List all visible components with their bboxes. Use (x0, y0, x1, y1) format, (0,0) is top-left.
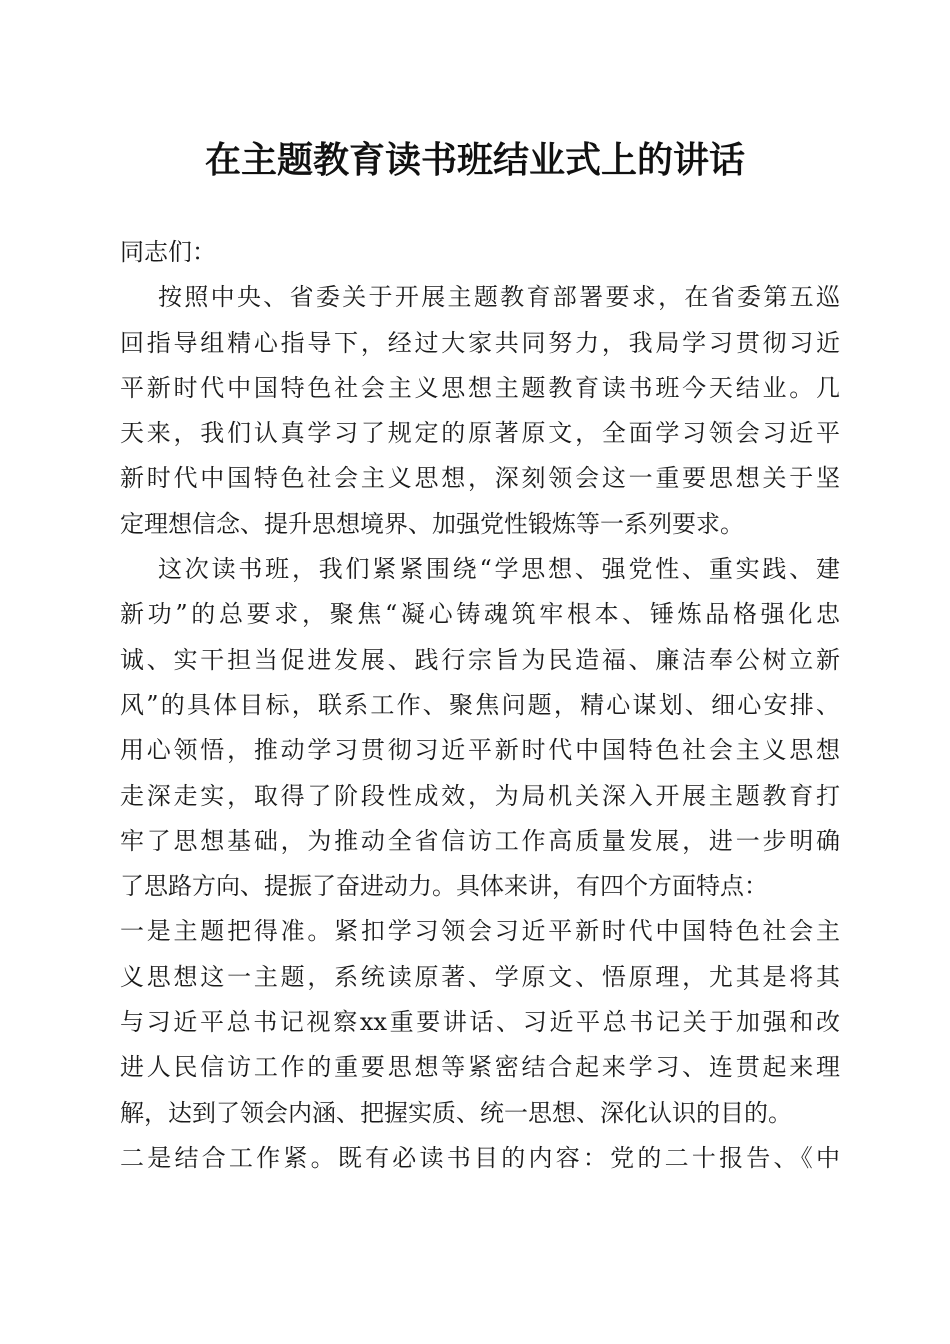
document-body (120, 230, 840, 1181)
paragraph-line: 牢了思想基础，为推动全省信访工作高质量发展，进一步明确 (120, 826, 840, 855)
paragraph-line: 风”的具体目标，联系工作、聚焦问题，精心谋划、细心安排、 (120, 690, 840, 719)
paragraph-line: 进人民信访工作的重要思想等紧密结合起来学习、连贯起来理 (120, 1053, 840, 1082)
paragraph-line: 了思路方向、提振了奋进动力。具体来讲，有四个方面特点： (120, 872, 768, 901)
paragraph-line: 与习近平总书记视察xx重要讲话、习近平总书记关于加强和改 (120, 1008, 840, 1037)
paragraph-line: 平新时代中国特色社会主义思想主题教育读书班今天结业。几 (120, 373, 840, 402)
salutation: 同志们： (120, 238, 216, 266)
paragraph-line: 解，达到了领会内涵、把握实质、统一思想、深化认识的目的。 (120, 1098, 792, 1127)
paragraph-line: 新时代中国特色社会主义思想，深刻领会这一重要思想关于坚 (120, 464, 840, 493)
paragraph-line: 这次读书班，我们紧紧围绕“学思想、强党性、重实践、建 (158, 555, 840, 584)
paragraph-line: 新功”的总要求，聚焦“凝心铸魂筑牢根本、锤炼品格强化忠 (120, 600, 840, 629)
paragraph-line: 回指导组精心指导下，经过大家共同努力，我局学习贯彻习近 (120, 328, 840, 357)
paragraph-line: 诚、实干担当促进发展、践行宗旨为民造福、廉洁奉公树立新 (120, 645, 840, 674)
paragraph-line: 天来，我们认真学习了规定的原著原文，全面学习领会习近平 (120, 419, 840, 448)
paragraph-line: 按照中央、省委关于开展主题教育部署要求，在省委第五巡 (158, 283, 840, 312)
paragraph-line: 二是结合工作紧。既有必读书目的内容：党的二十报告、《中 (120, 1143, 840, 1172)
paragraph-line: 走深走实，取得了阶段性成效，为局机关深入开展主题教育打 (120, 781, 840, 810)
paragraph-line: 义思想这一主题，系统读原著、学原文、悟原理，尤其是将其 (120, 962, 840, 991)
paragraph-line: 定理想信念、提升思想境界、加强党性锻炼等一系列要求。 (120, 509, 744, 538)
paragraph-line: 用心领悟，推动学习贯彻习近平新时代中国特色社会主义思想 (120, 736, 840, 765)
document-title: 在主题教育读书班结业式上的讲话 (204, 139, 745, 181)
paragraph-line: 一是主题把得准。紧扣学习领会习近平新时代中国特色社会主 (120, 917, 840, 946)
